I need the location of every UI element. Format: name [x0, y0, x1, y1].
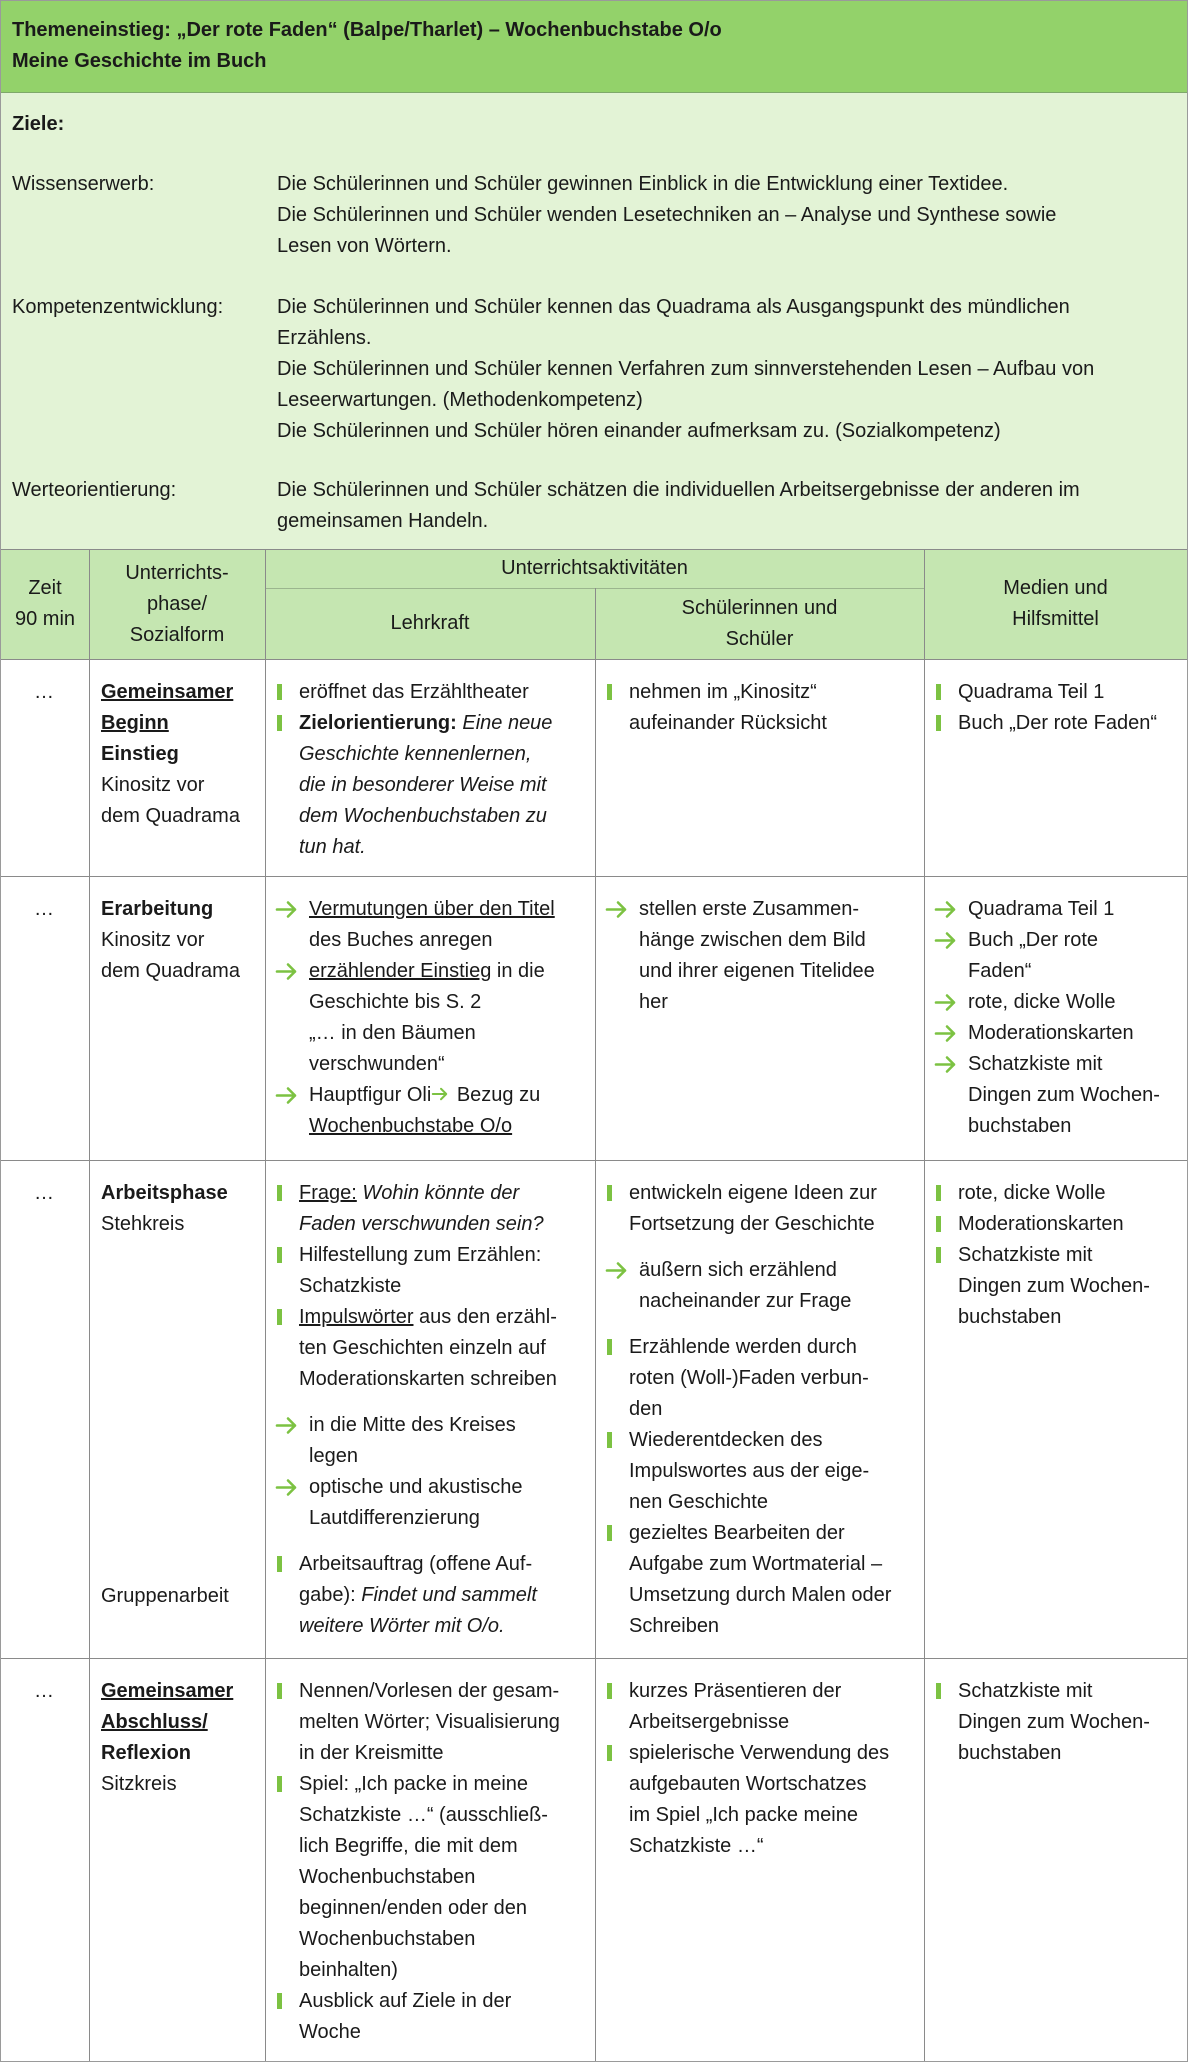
grid-line	[1, 549, 1187, 550]
goal-line: Die Schülerinnen und Schüler wenden Lesetechniken an – Analyse und Synthese sowie	[277, 204, 1057, 226]
grid-line	[1, 1658, 1187, 1659]
arrow-right-icon	[275, 1472, 301, 1503]
goal-line: Die Schülerinnen und Schüler gewinnen Einblick in die Entwicklung einer Textidee.	[277, 173, 1009, 195]
teacher-activities	[275, 1676, 590, 2048]
item-text: gabe):	[299, 1584, 362, 1606]
list-item	[605, 1518, 920, 1642]
phase-title: Beginn	[101, 712, 169, 734]
list-item	[275, 1549, 590, 1642]
item-text: Geschichte bis S. 2	[309, 991, 482, 1013]
item-text: Schatzkiste mit	[968, 1053, 1103, 1075]
item-text: Wochenbuchstaben	[299, 1866, 476, 1888]
item-text: ten Geschichten einzeln auf	[299, 1337, 546, 1359]
list-item	[275, 1080, 590, 1142]
item-text: roten (Woll-)Faden verbun-	[629, 1367, 869, 1389]
item-text: stellen erste Zusammen-	[639, 898, 860, 920]
row-time: …	[34, 898, 54, 920]
header-text: Medien und	[1003, 577, 1108, 599]
document-title	[1, 1, 1187, 93]
item-text: beinhalten)	[299, 1959, 398, 1981]
grid-line	[1, 876, 1187, 877]
phase-subtitle: Reflexion	[101, 1742, 192, 1764]
row-phase	[101, 1178, 261, 1240]
row-time: …	[34, 681, 54, 703]
header-text: Sozialform	[129, 623, 225, 646]
teacher-activities	[275, 1178, 590, 1642]
item-text: Schatzkiste	[299, 1275, 402, 1297]
goal-line: Die Schülerinnen und Schüler kennen das Quadrama als Ausgangspunkt des mündlichen	[277, 296, 1070, 318]
item-text: Wohin könnte der	[362, 1182, 520, 1204]
media-list	[934, 677, 1184, 739]
grid-line	[1, 1160, 1187, 1161]
item-text: Geschichte kennenlernen,	[299, 743, 532, 765]
list-item	[934, 1676, 1186, 1769]
list-item	[934, 925, 1186, 987]
list-item	[275, 956, 590, 1080]
item-text: Buch „Der rote Faden“	[958, 712, 1157, 734]
item-text: lich Begriffe, die mit dem	[299, 1835, 518, 1857]
item-text: Dingen zum Wochen-	[958, 1275, 1150, 1297]
phase-social-form: dem Quadrama	[101, 960, 240, 982]
arrow-right-icon	[431, 1085, 451, 1103]
item-text: Vermutungen über den Titel	[309, 898, 555, 920]
phase-title: Gemeinsamer	[101, 1680, 234, 1702]
list-item	[605, 894, 920, 1018]
goals-heading: Ziele:	[12, 113, 65, 135]
header-text: Lehrkraft	[390, 612, 470, 634]
item-text: verschwunden“	[309, 1053, 445, 1075]
list-item	[275, 1240, 590, 1302]
list-item	[934, 1178, 1186, 1209]
list-item	[605, 1178, 920, 1240]
list-item	[934, 1240, 1186, 1333]
item-text: „… in den Bäumen	[309, 1022, 476, 1044]
item-text: Wochenbuchstabe O/o	[309, 1115, 513, 1137]
item-text: Hilfestellung zum Erzählen:	[299, 1244, 542, 1266]
phase-title: Abschluss/	[101, 1711, 208, 1733]
title-line-1: Themeneinstieg: „Der rote Faden“ (Balpe/Tharlet) – Wochenbuchstabe O/o	[12, 19, 722, 41]
item-text: Schatzkiste mit	[958, 1244, 1093, 1266]
item-text: Schatzkiste …“	[629, 1835, 764, 1857]
goal-label-werte: Werteorientierung:	[12, 479, 177, 501]
goal-line: Lesen von Wörtern.	[277, 235, 452, 257]
goal-text-kompetenz	[277, 292, 1177, 447]
phase-title: Erarbeitung	[101, 898, 214, 920]
header-phase	[89, 549, 265, 659]
item-text: Erzählende werden durch	[629, 1336, 857, 1358]
item-text: entwickeln eigene Ideen zur	[629, 1182, 877, 1204]
item-text: Umsetzung durch Malen oder	[629, 1584, 892, 1606]
list-item	[605, 1255, 920, 1317]
row-time: …	[34, 1680, 54, 1702]
list-item	[605, 1425, 920, 1518]
item-text: Schreiben	[629, 1615, 720, 1637]
item-text: buchstaben	[958, 1306, 1062, 1328]
item-text: Impulswortes aus der eige-	[629, 1460, 870, 1482]
goal-line: Die Schülerinnen und Schüler hören einander aufmerksam zu. (Sozialkompetenz)	[277, 420, 1001, 442]
list-item	[605, 1332, 920, 1425]
arrow-right-icon	[275, 1080, 301, 1111]
item-text: nacheinander zur Frage	[639, 1290, 852, 1312]
list-item	[605, 677, 917, 739]
item-text: des Buches anregen	[309, 929, 493, 951]
item-text: Moderationskarten	[958, 1213, 1124, 1235]
teacher-activities	[275, 677, 587, 863]
item-text: Wochenbuchstaben	[299, 1928, 476, 1950]
goal-line: Die Schülerinnen und Schüler schätzen die individuellen Arbeitsergebnisse der anderen im	[277, 479, 1080, 501]
header-aktivitaeten	[265, 549, 924, 588]
item-text: Wiederentdecken des	[629, 1429, 823, 1451]
goal-label-kompetenz: Kompetenzentwicklung:	[12, 296, 224, 318]
list-item	[275, 708, 587, 863]
item-text: Lautdifferenzierung	[309, 1507, 480, 1529]
list-item	[275, 1178, 590, 1240]
header-schueler	[595, 588, 924, 659]
item-text: weitere Wörter mit O/o.	[299, 1615, 505, 1637]
list-item	[934, 987, 1186, 1018]
item-text: Dingen zum Wochen-	[968, 1084, 1160, 1106]
list-item	[275, 1410, 590, 1472]
phase-subtitle: Einstieg	[101, 743, 179, 765]
goal-text-wissenserwerb	[277, 169, 1177, 262]
item-text: im Spiel „Ich packe meine	[629, 1804, 858, 1826]
item-text: rote, dicke Wolle	[968, 991, 1116, 1013]
header-lehrkraft	[265, 588, 595, 659]
item-text: Findet und sammelt	[361, 1584, 537, 1606]
item-text: äußern sich erzählend	[639, 1259, 837, 1281]
item-text: rote, dicke Wolle	[958, 1182, 1106, 1204]
goal-line: Leseerwartungen. (Methodenkompetenz)	[277, 389, 643, 411]
item-text: Faden“	[968, 960, 1032, 982]
header-text: Unterrichtsaktivitäten	[501, 557, 688, 579]
item-text: Ausblick auf Ziele in der	[299, 1990, 512, 2012]
item-text: tun hat.	[299, 836, 366, 858]
item-text: her	[639, 991, 668, 1013]
list-item	[275, 1986, 590, 2048]
header-text: phase/	[146, 592, 208, 615]
item-text: Hauptfigur Oli	[309, 1084, 432, 1106]
arrow-right-icon	[275, 1410, 301, 1441]
header-text: Zeit	[28, 577, 62, 599]
item-text: optische und akustische	[309, 1476, 523, 1498]
arrow-right-icon	[275, 956, 301, 987]
item-text: Schatzkiste …“ (ausschließ-	[299, 1804, 548, 1826]
arrow-right-icon	[934, 925, 960, 956]
list-item	[275, 1302, 590, 1395]
arrow-right-icon	[934, 1018, 960, 1049]
item-text: Woche	[299, 2021, 361, 2043]
item-text: Fortsetzung der Geschichte	[629, 1213, 875, 1235]
arrow-right-icon	[605, 1255, 631, 1286]
phase-title: Arbeitsphase	[101, 1182, 228, 1204]
item-text: beginnen/enden oder den	[299, 1897, 527, 1919]
list-item	[605, 1738, 920, 1862]
phase-social-form: Stehkreis	[101, 1213, 185, 1235]
item-text: buchstaben	[958, 1742, 1062, 1764]
arrow-right-icon	[605, 894, 631, 925]
row-phase	[101, 894, 261, 987]
arrow-right-icon	[934, 987, 960, 1018]
item-text: die in besonderer Weise mit	[299, 774, 547, 796]
item-text: melten Wörter; Visualisierung	[299, 1711, 560, 1733]
item-text: nen Geschichte	[629, 1491, 768, 1513]
item-text: Moderationskarten schreiben	[299, 1368, 557, 1390]
teacher-activities	[275, 894, 590, 1142]
item-text: hänge zwischen dem Bild	[639, 929, 866, 951]
item-text: kurzes Präsentieren der	[629, 1680, 842, 1702]
item-text: Buch „Der rote	[968, 929, 1099, 951]
list-item	[275, 894, 590, 956]
item-text: Impulswörter	[299, 1306, 414, 1328]
grid-line	[595, 588, 596, 2061]
item-text: Spiel: „Ich packe in meine	[299, 1773, 529, 1795]
list-item	[934, 894, 1186, 925]
media-list	[934, 1676, 1186, 1769]
arrow-right-icon	[934, 894, 960, 925]
grid-line	[1, 659, 1187, 660]
list-item	[934, 1049, 1186, 1142]
header-text: Unterrichts-	[125, 561, 229, 584]
header-text: 90 min	[14, 608, 76, 630]
item-text: und ihrer eigenen Titelidee	[639, 960, 875, 982]
item-text: in die Mitte des Kreises	[309, 1414, 516, 1436]
header-zeit	[1, 549, 89, 659]
student-activities	[605, 677, 917, 739]
item-text: in die	[491, 960, 545, 982]
item-text: aus den erzähl-	[413, 1306, 557, 1328]
item-text: aufeinander Rücksicht	[629, 712, 827, 734]
goal-line: Erzählens.	[277, 327, 372, 349]
item-text: buchstaben	[968, 1115, 1072, 1137]
phase-social-form: dem Quadrama	[101, 805, 240, 827]
phase-social-form: Kinositz vor	[101, 929, 205, 951]
item-text: Arbeitsergebnisse	[629, 1711, 790, 1733]
row-phase	[101, 1676, 261, 1800]
goal-line: gemeinsamen Handeln.	[277, 510, 489, 532]
list-item	[275, 1676, 590, 1769]
media-list	[934, 894, 1186, 1142]
item-text: Moderationskarten	[968, 1022, 1134, 1044]
item-text: Aufgabe zum Wortmaterial –	[629, 1553, 883, 1575]
item-text: Arbeitsauftrag (offene Auf-	[299, 1553, 533, 1575]
list-item	[934, 1018, 1186, 1049]
item-text: legen	[309, 1445, 358, 1467]
header-text: Schüler	[725, 627, 794, 650]
grid-line	[265, 549, 266, 2061]
item-text: Bezug zu	[451, 1084, 541, 1106]
grid-line	[89, 549, 90, 2061]
item-text: Frage:	[299, 1182, 357, 1204]
item-text: dem Wochenbuchstaben zu	[299, 805, 547, 827]
phase-social-form: Sitzkreis	[101, 1773, 177, 1795]
item-lead: Zielorientierung:	[299, 712, 457, 734]
item-text: den	[629, 1398, 663, 1420]
item-text: nehmen im „Kinositz“	[629, 681, 817, 703]
goals-section	[1, 93, 1187, 549]
list-item	[275, 1472, 590, 1534]
item-text: Dingen zum Wochen-	[958, 1711, 1150, 1733]
item-text: Schatzkiste mit	[958, 1680, 1093, 1702]
media-list	[934, 1178, 1186, 1333]
grid-line	[924, 549, 925, 2061]
lesson-table	[1, 549, 1187, 2061]
item-text: in der Kreismitte	[299, 1742, 444, 1764]
arrow-right-icon	[934, 1049, 960, 1080]
item-text: eröffnet das Erzähltheater	[299, 681, 529, 703]
list-item	[934, 677, 1184, 708]
row-phase	[101, 677, 261, 832]
item-text: Quadrama Teil 1	[958, 681, 1105, 703]
list-item	[934, 708, 1184, 739]
item-text: Quadrama Teil 1	[968, 898, 1115, 920]
student-activities	[605, 1178, 920, 1642]
header-text: Schülerinnen und	[681, 596, 838, 619]
list-item	[275, 677, 587, 708]
header-medien	[924, 549, 1187, 659]
phase-social-form: Kinositz vor	[101, 774, 205, 796]
row-time: …	[34, 1182, 54, 1204]
item-text: Eine neue	[456, 712, 553, 734]
item-text: aufgebauten Wortschatzes	[629, 1773, 867, 1795]
phase-title: Gemeinsamer	[101, 681, 234, 703]
title-line-2: Meine Geschichte im Buch	[12, 50, 267, 72]
list-item	[934, 1209, 1186, 1240]
item-text: spielerische Verwendung des	[629, 1742, 890, 1764]
student-activities	[605, 1676, 920, 1862]
item-text: erzählender Einstieg	[309, 960, 492, 982]
arrow-right-icon	[275, 894, 301, 925]
goal-text-werte	[277, 475, 1177, 537]
item-text: Nennen/Vorlesen der gesam-	[299, 1680, 560, 1702]
goal-label-wissenserwerb: Wissenserwerb:	[12, 173, 155, 195]
list-item	[605, 1676, 920, 1738]
student-activities	[605, 894, 920, 1018]
list-item	[275, 1769, 590, 1986]
phase-extra: Gruppenarbeit	[101, 1585, 229, 1607]
item-text: Faden verschwunden sein?	[299, 1213, 544, 1235]
header-text: Hilfsmittel	[1012, 608, 1099, 630]
item-text: gezieltes Bearbeiten der	[629, 1522, 845, 1544]
goal-line: Die Schülerinnen und Schüler kennen Verfahren zum sinnverstehenden Lesen – Aufbau von	[277, 358, 1095, 380]
